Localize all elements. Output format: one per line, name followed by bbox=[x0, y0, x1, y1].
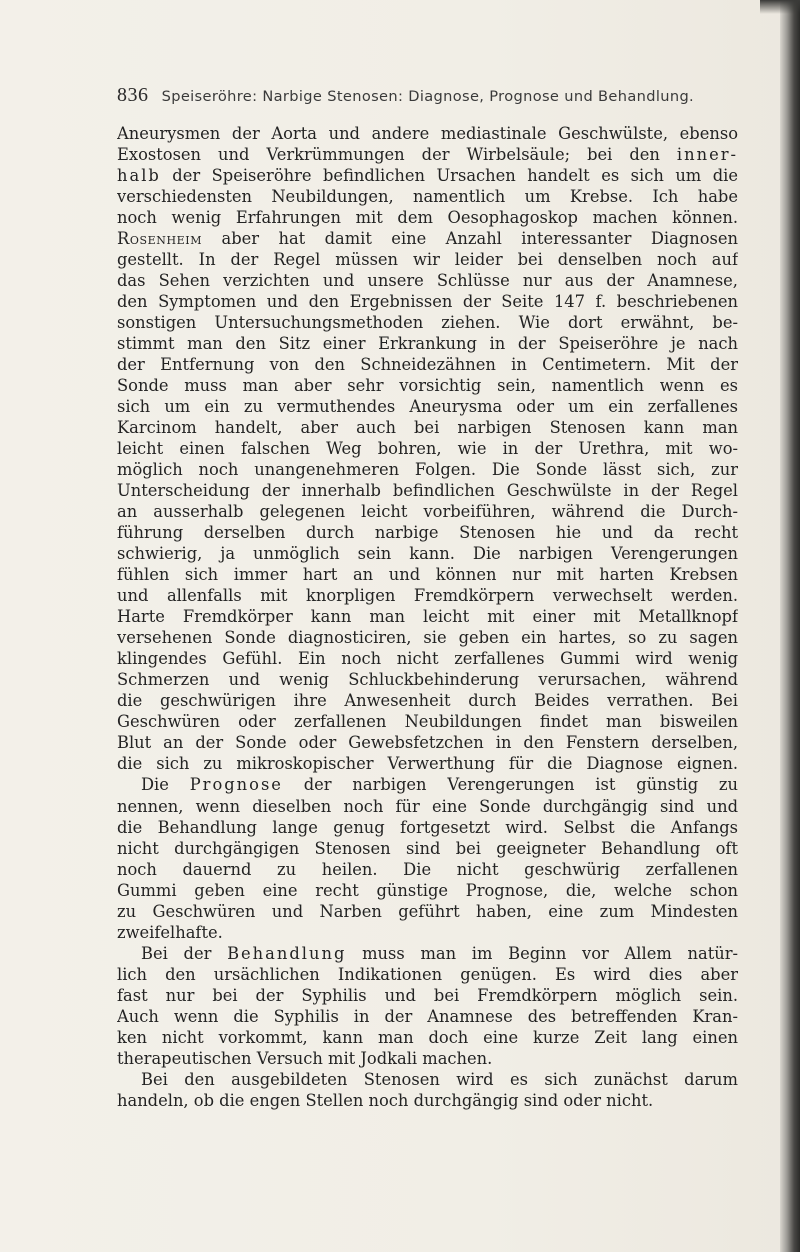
text-line bbox=[117, 165, 738, 186]
text-run: der Speiseröhre befindlichen Ursachen handelt es sich um die bbox=[160, 166, 738, 186]
text-run: Die bbox=[141, 775, 190, 795]
text-run: klingendes Gefühl. Ein noch nicht zerfallenes Gummi wird wenig bbox=[117, 649, 738, 669]
text-line bbox=[117, 796, 738, 817]
running-head: Speiseröhre: Narbige Stenosen: Diagnose, Prognose und Behandlung. bbox=[161, 88, 695, 105]
text-run: Geschwüren oder zerfallenen Neubildungen findet man bisweilen bbox=[117, 712, 738, 732]
text-line bbox=[117, 291, 738, 312]
text-line bbox=[117, 459, 738, 480]
text-run: die geschwürigen ihre Anwesenheit durch Beides verrathen. Bei bbox=[117, 691, 738, 711]
text-line bbox=[117, 943, 738, 964]
text-line bbox=[117, 228, 738, 249]
emphasized-term: Prognose bbox=[189, 775, 283, 795]
text-line bbox=[117, 270, 738, 291]
text-line bbox=[117, 417, 738, 438]
text-run: nennen, wenn dieselben noch für eine Sonde durchgängig sind und bbox=[117, 796, 738, 816]
text-run: an ausserhalb gelegenen leicht vorbeiführen, während die Durch- bbox=[117, 502, 738, 522]
text-run: leicht einen falschen Weg bohren, wie in der Urethra, mit wo- bbox=[117, 439, 738, 459]
text-line bbox=[117, 1027, 738, 1048]
text-line bbox=[117, 354, 738, 375]
text-run: führung derselben durch narbige Stenosen hie und da recht bbox=[117, 523, 738, 543]
text-run: schwierig, ja unmöglich sein kann. Die narbigen Verengerungen bbox=[117, 544, 738, 564]
text-line bbox=[117, 606, 738, 627]
text-run: therapeutischen Versuch mit Jodkali machen. bbox=[117, 1048, 493, 1068]
text-run: stimmt man den Sitz einer Erkrankung in der Speiseröhre je nach bbox=[117, 334, 738, 354]
binding-shadow bbox=[760, 0, 800, 14]
text-run: Blut an der Sonde oder Gewebsfetzchen in den Fenstern derselben, bbox=[117, 733, 738, 753]
text-line bbox=[117, 690, 738, 711]
text-line bbox=[117, 144, 738, 165]
text-line bbox=[117, 249, 738, 270]
text-line bbox=[117, 985, 738, 1006]
book-binding-edge bbox=[780, 0, 800, 1252]
text-line bbox=[117, 438, 738, 459]
text-run: nicht durchgängigen Stenosen sind bei geeigneter Behandlung oft bbox=[117, 838, 738, 858]
page-number: 836 bbox=[117, 84, 149, 106]
text-line bbox=[117, 1069, 738, 1090]
text-run: sonstigen Untersuchungsmethoden ziehen. Wie dort erwähnt, be- bbox=[117, 313, 738, 333]
text-run: das Sehen verzichten und unsere Schlüsse nur aus der Anamnese, bbox=[117, 271, 738, 291]
text-run: zu Geschwüren und Narben geführt haben, eine zum Mindesten bbox=[117, 901, 738, 921]
emphasized-term: Behandlung bbox=[227, 943, 347, 963]
text-line bbox=[117, 1006, 738, 1027]
text-line bbox=[117, 375, 738, 396]
text-line bbox=[117, 774, 738, 795]
text-line bbox=[117, 522, 738, 543]
text-run: möglich noch unangenehmeren Folgen. Die Sonde lässt sich, zur bbox=[117, 460, 738, 480]
text-run: Schmerzen und wenig Schluckbehinderung verursachen, während bbox=[117, 670, 738, 690]
body-text bbox=[117, 123, 738, 1111]
text-run: noch wenig Erfahrungen mit dem Oesophagoskop machen können. bbox=[117, 208, 738, 228]
text-run: handeln, ob die engen Stellen noch durchgängig sind oder nicht. bbox=[117, 1090, 654, 1110]
text-run: Bei den ausgebildeten Stenosen wird es sich zunächst darum bbox=[141, 1069, 738, 1089]
text-line bbox=[117, 753, 738, 774]
text-line bbox=[117, 396, 738, 417]
text-line bbox=[117, 501, 738, 522]
text-run: die sich zu mikroskopischer Verwerthung für die Diagnose eignen. bbox=[117, 754, 738, 774]
text-run: fast nur bei der Syphilis und bei Fremdkörpern möglich sein. bbox=[117, 985, 738, 1005]
page-header bbox=[117, 84, 737, 110]
text-line bbox=[117, 669, 738, 690]
text-line bbox=[117, 480, 738, 501]
text-line bbox=[117, 901, 738, 922]
text-run: den Symptomen und den Ergebnissen der Seite 147 f. beschriebenen bbox=[117, 292, 738, 312]
text-run: Sonde muss man aber sehr vorsichtig sein, namentlich wenn es bbox=[117, 376, 738, 396]
text-line bbox=[117, 880, 738, 901]
text-line bbox=[117, 648, 738, 669]
text-run: der narbigen Verengerungen ist günstig zu bbox=[282, 775, 738, 795]
text-run: noch dauernd zu heilen. Die nicht geschwürig zerfallenen bbox=[117, 859, 738, 879]
emphasized-term: halb bbox=[117, 166, 161, 186]
text-line bbox=[117, 711, 738, 732]
text-run: Harte Fremdkörper kann man leicht mit einer mit Metallknopf bbox=[117, 607, 738, 627]
text-line bbox=[117, 543, 738, 564]
text-line bbox=[117, 186, 738, 207]
text-run: aber hat damit eine Anzahl interessanter Diagnosen bbox=[202, 229, 738, 249]
text-run: Unterscheidung der innerhalb befindlichen Geschwülste in der Regel bbox=[117, 481, 738, 501]
text-line bbox=[117, 312, 738, 333]
text-run: Auch wenn die Syphilis in der Anamnese des betreffenden Kran- bbox=[117, 1006, 738, 1026]
text-run: versehenen Sonde diagnosticiren, sie geben ein hartes, so zu sagen bbox=[117, 628, 738, 648]
text-run: Aneurysmen der Aorta und andere mediastinale Geschwülste, ebenso bbox=[117, 124, 738, 143]
text-run: die Behandlung lange genug fortgesetzt wird. Selbst die Anfangs bbox=[117, 817, 738, 837]
emphasized-term: inner- bbox=[676, 145, 738, 165]
text-line bbox=[117, 817, 738, 838]
text-line bbox=[117, 123, 738, 144]
text-run: gestellt. In der Regel müssen wir leider bei denselben noch auf bbox=[117, 250, 738, 270]
text-line bbox=[117, 207, 738, 228]
text-run: sich um ein zu vermuthendes Aneurysma oder um ein zerfallenes bbox=[117, 397, 738, 417]
text-run: Exostosen und Verkrümmungen der Wirbelsäule; bei den bbox=[117, 145, 677, 165]
text-run: fühlen sich immer hart an und können nur mit harten Krebsen bbox=[117, 565, 738, 585]
text-line bbox=[117, 1090, 738, 1111]
text-run: verschiedensten Neubildungen, namentlich um Krebse. Ich habe bbox=[117, 187, 738, 207]
text-line bbox=[117, 627, 738, 648]
text-run: lich den ursächlichen Indikationen genügen. Es wird dies aber bbox=[117, 964, 738, 984]
text-run: Karcinom handelt, aber auch bei narbigen Stenosen kann man bbox=[117, 418, 738, 438]
text-line bbox=[117, 922, 738, 943]
text-line bbox=[117, 732, 738, 753]
text-run: und allenfalls mit knorpligen Fremdkörpern verwechselt werden. bbox=[117, 586, 738, 606]
text-line bbox=[117, 838, 738, 859]
text-line bbox=[117, 333, 738, 354]
text-line bbox=[117, 859, 738, 880]
text-run: der Entfernung von den Schneidezähnen in Centimetern. Mit der bbox=[117, 355, 738, 375]
text-run: Gummi geben eine recht günstige Prognose, die, welche schon bbox=[117, 880, 738, 900]
text-run: muss man im Beginn vor Allem natür- bbox=[346, 943, 738, 963]
text-line bbox=[117, 585, 738, 606]
text-line bbox=[117, 564, 738, 585]
text-run: Bei der bbox=[141, 943, 228, 963]
text-run: zweifelhafte. bbox=[117, 922, 223, 942]
text-line bbox=[117, 1048, 738, 1069]
text-run: ken nicht vorkommt, kann man doch eine kurze Zeit lang einen bbox=[117, 1027, 738, 1047]
text-line bbox=[117, 964, 738, 985]
author-name: Rosenheim bbox=[117, 229, 203, 249]
